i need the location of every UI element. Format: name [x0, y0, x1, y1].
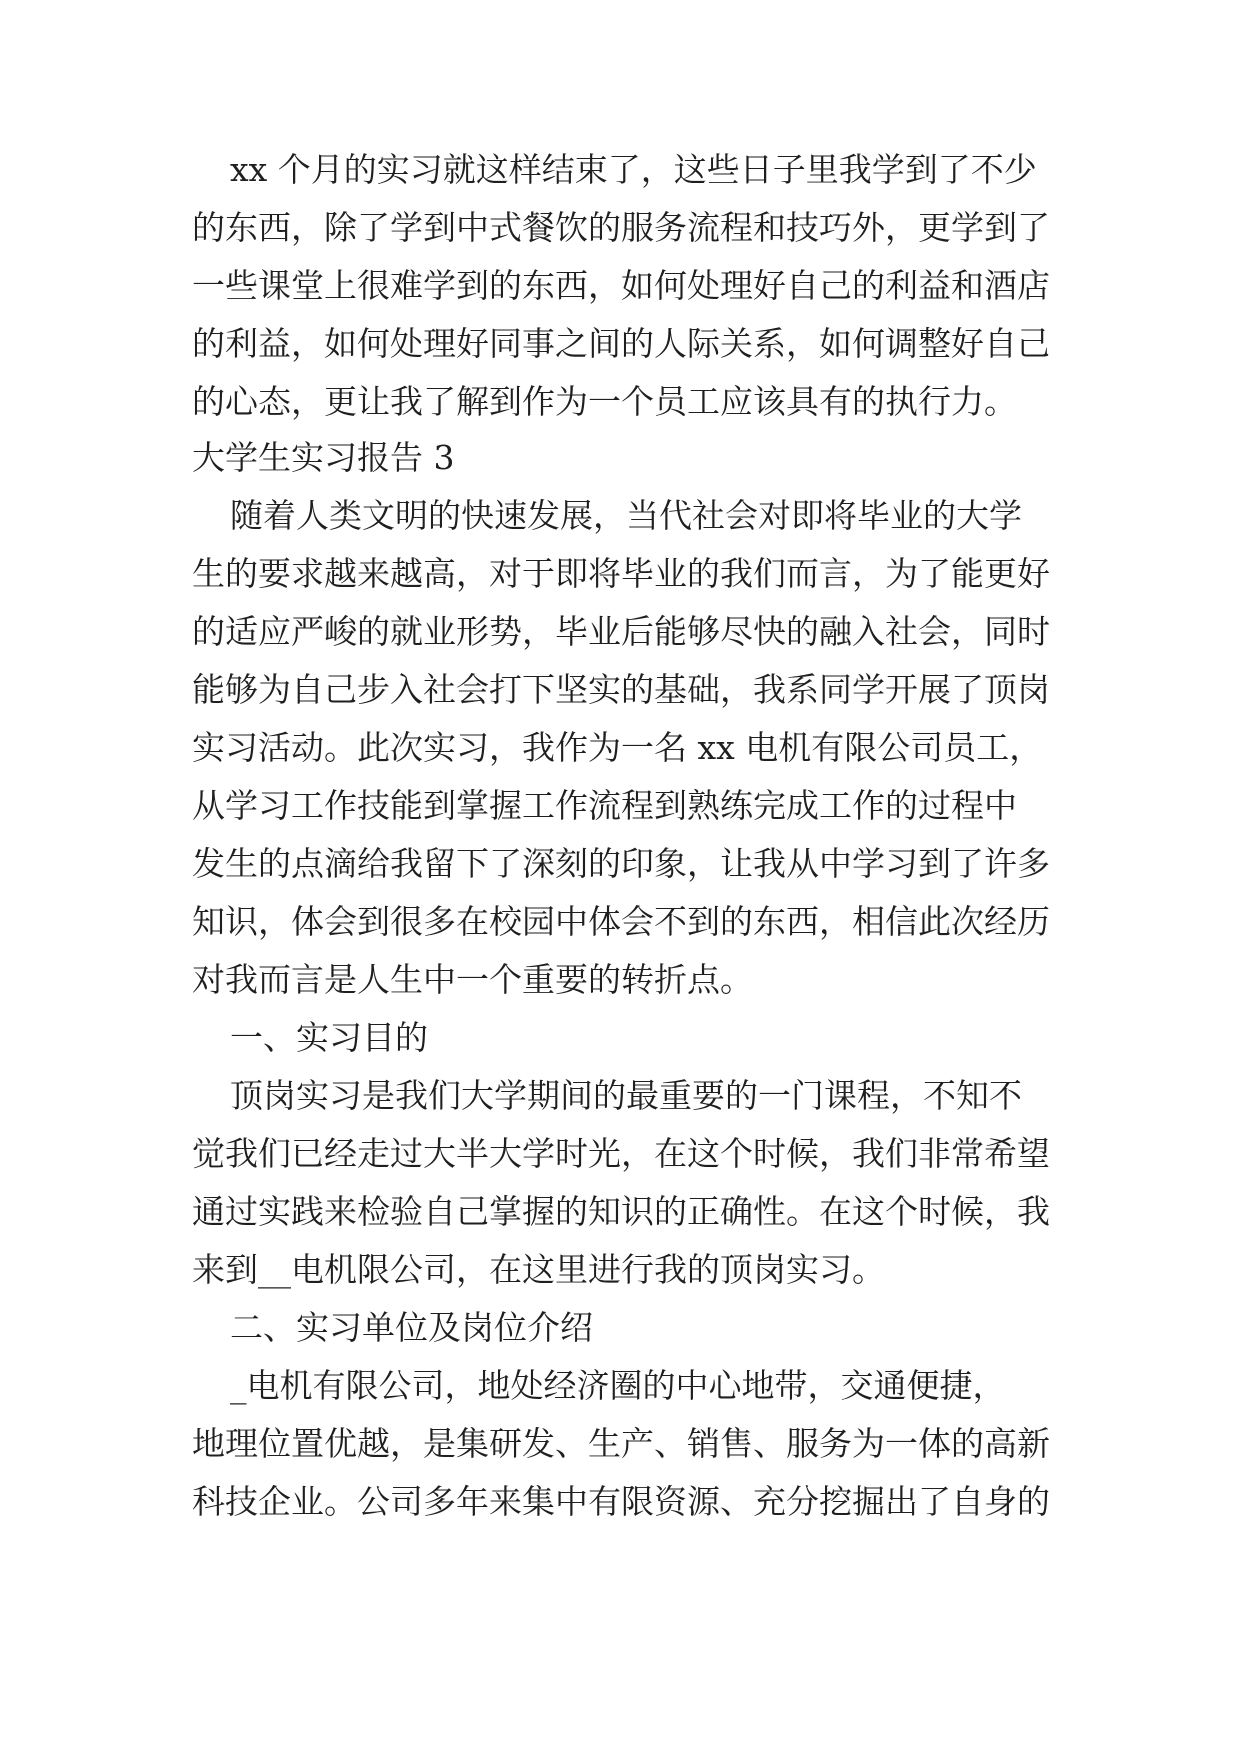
paragraph-3-line-4: 来到__电机限公司，在这里进行我的顶岗实习。	[192, 1250, 885, 1289]
paragraph-2-line-1: 随着人类文明的快速发展，当代社会对即将毕业的大学	[230, 496, 1022, 535]
section-1-heading: 一、实习目的	[230, 1018, 428, 1057]
paragraph-3-line-3: 通过实践来检验自己掌握的知识的正确性。在这个时候，我	[192, 1192, 1050, 1231]
paragraph-2-line-5: 实习活动。此次实习，我作为一名 xx 电机有限公司员工，	[192, 728, 1043, 767]
paragraph-4-line-3: 科技企业。公司多年来集中有限资源、充分挖掘出了自身的	[192, 1482, 1050, 1521]
paragraph-1-line-3: 一些课堂上很难学到的东西，如何处理好自己的利益和酒店	[192, 266, 1050, 305]
paragraph-1-line-4: 的利益，如何处理好同事之间的人际关系，如何调整好自己	[192, 324, 1050, 363]
paragraph-2-line-6: 从学习工作技能到掌握工作流程到熟练完成工作的过程中	[192, 786, 1017, 825]
paragraph-4-line-1: _电机有限公司，地处经济圈的中心地带，交通便捷，	[230, 1366, 1006, 1405]
paragraph-2-line-4: 能够为自己步入社会打下坚实的基础，我系同学开展了顶岗	[192, 670, 1050, 709]
paragraph-1-line-5: 的心态，更让我了解到作为一个员工应该具有的执行力。	[192, 382, 1017, 421]
paragraph-2-line-2: 生的要求越来越高，对于即将毕业的我们而言，为了能更好	[192, 554, 1050, 593]
paragraph-1-line-1: xx 个月的实习就这样结束了，这些日子里我学到了不少	[230, 150, 1037, 189]
report-title: 大学生实习报告 3	[192, 438, 455, 477]
paragraph-4-line-2: 地理位置优越，是集研发、生产、销售、服务为一体的高新	[192, 1424, 1050, 1463]
paragraph-2-line-9: 对我而言是人生中一个重要的转折点。	[192, 960, 753, 999]
section-2-heading: 二、实习单位及岗位介绍	[230, 1308, 593, 1347]
paragraph-2-line-7: 发生的点滴给我留下了深刻的印象，让我从中学习到了许多	[192, 844, 1050, 883]
paragraph-3-line-2: 觉我们已经走过大半大学时光，在这个时候，我们非常希望	[192, 1134, 1050, 1173]
paragraph-2-line-8: 知识，体会到很多在校园中体会不到的东西，相信此次经历	[192, 902, 1050, 941]
paragraph-2-line-3: 的适应严峻的就业形势，毕业后能够尽快的融入社会，同时	[192, 612, 1050, 651]
paragraph-3-line-1: 顶岗实习是我们大学期间的最重要的一门课程，不知不	[230, 1076, 1022, 1115]
paragraph-1-line-2: 的东西，除了学到中式餐饮的服务流程和技巧外，更学到了	[192, 208, 1050, 247]
